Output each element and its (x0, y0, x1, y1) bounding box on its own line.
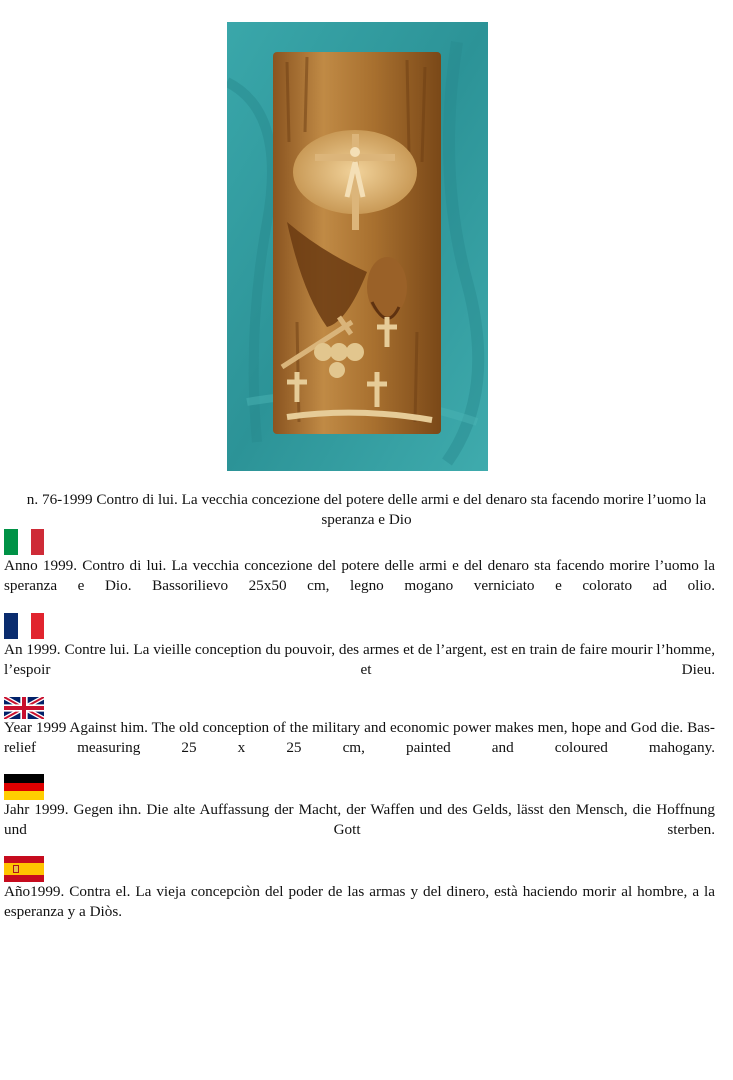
italian-description: Anno 1999. Contro di lui. La vecchia concezione del potere delle armi e del denaro sta facendo morire l’uomo la speranza e Dio. Bassorilievo 25x50 cm, legno mogano verniciato e colorato ad olio. (4, 557, 715, 594)
france-flag-icon (4, 613, 44, 639)
italy-flag-icon (4, 529, 44, 555)
artwork-caption: n. 76-1999 Contro di lui. La vecchia concezione del potere delle armi e del denaro sta facendo morire l’uomo la speranza e Dio (26, 491, 707, 528)
english-description: Year 1999 Against him. The old conception of the military and economic power makes men, hope and God die. Bas-relief measuring 25 x 25 cm, painted and coloured mahogany. (4, 719, 715, 756)
spain-flag-icon (4, 856, 44, 882)
germany-flag-icon (4, 774, 44, 800)
bas-relief-image (227, 22, 488, 471)
german-description: Jahr 1999. Gegen ihn. Die alte Auffassung der Macht, der Waffen und des Gelds, lässt den Mensch, die Hoffnung und Gott sterben. (4, 801, 715, 838)
artwork-photo (227, 22, 488, 471)
french-description: An 1999. Contre lui. La vieille conception du pouvoir, des armes et de l’argent, est en train de faire mourir l’homme, l’espoir et Dieu. (4, 641, 715, 678)
spanish-description: Año1999. Contra el. La vieja concepciòn del poder de las armas y del dinero, està haciendo morir al hombre, a la esperanza y a Diòs. (4, 883, 715, 920)
uk-flag-icon (4, 697, 44, 719)
